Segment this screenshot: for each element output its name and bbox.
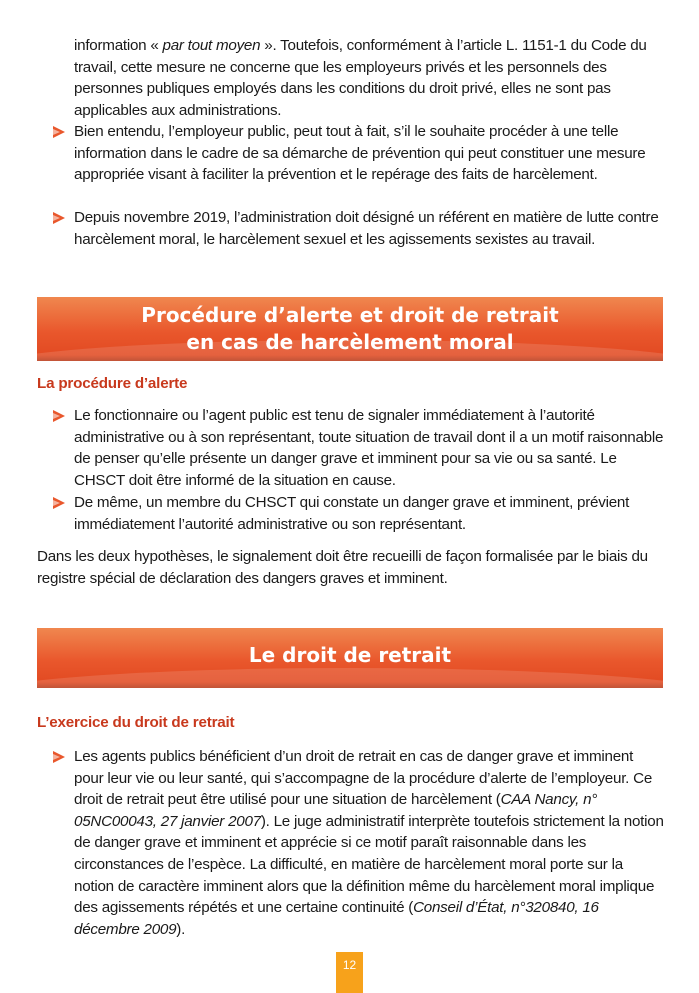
retrait-citation-caa: CAA Nancy, n° 05NC00043, 27 janvier 2007 [74, 791, 598, 830]
intro-text-b: ». Toutefois, conformément à l’article L. 1151-1 du Code du travail, cette mesure ne concerne que les employeurs privés et les personnels des personnes publiques employés dans les conditions du droit privé, elles ne sont pas applicables aux administrations. [74, 37, 647, 119]
retrait-bullet [74, 746, 666, 940]
subheading-exercice-droit-retrait: L’exercice du droit de retrait [37, 714, 235, 731]
arrow-bullet-icon [52, 409, 66, 423]
subheading-procedure-alerte: La procédure d’alerte [37, 375, 188, 392]
intro-bullet-2 [74, 207, 664, 250]
arrow-bullet-icon [52, 125, 66, 139]
banner-title-line1: Procédure d’alerte et droit de retrait [141, 303, 559, 327]
retrait-text-b: ). Le juge administratif interprète toutefois strictement la notion de danger grave et imminent et apprécie si ce motif paraît raisonnable dans les circonstances de l’espèce. La difficulté, en matière de harcèlement moral porte sur la notion de caractère imminent alors que la définition même du harcèlement moral implique des agissements répétés et une certaine continuité ( [74, 812, 664, 917]
retrait-text-c: ). [176, 920, 186, 938]
alerte-bullet-1 [74, 405, 664, 491]
intro-bullet-1-text: Bien entendu, l’employeur public, peut tout à fait, s’il le souhaite procéder à une telle information dans le cadre de sa démarche de prévention qui peut constituer une mesure appropriée visant à faciliter la prévention et le repérage des faits de harcèlement. [74, 123, 646, 184]
banner-shadow [37, 682, 663, 688]
intro-bullet-2-text: Depuis novembre 2019, l’administration doit désigné un référent en matière de lutte contre harcèlement moral, le harcèlement sexuel et les agissements sexistes au travail. [74, 209, 659, 248]
arrow-bullet-icon [52, 211, 66, 225]
alerte-bullet-1-text: Le fonctionnaire ou l’agent public est tenu de signaler immédiatement à l’autorité administrative ou à son représentant, toute situation de travail dont il a un motif raisonnable de penser qu’elle présente un danger grave et imminent pour sa vie ou sa santé. Le CHSCT doit être informé de la situation en cause. [74, 407, 664, 489]
intro-italic-text: par tout moyen [162, 37, 261, 54]
arrow-bullet-icon [52, 496, 66, 510]
intro-text-a: information « [74, 37, 163, 54]
banner-title-line2: en cas de harcèlement moral [186, 330, 514, 354]
arrow-bullet-icon [52, 750, 66, 764]
alerte-bullet-2 [74, 492, 664, 535]
retrait-text-a: Les agents publics bénéficient d’un droit de retrait en cas de danger grave et imminent pour leur vie ou leur santé, qui s’accompagne de la procédure d’alerte de l’employeur. Ce droit de retrait peut être utilisé pour une situation de harcèlement ( [74, 748, 653, 809]
retrait-citation-conseil-etat: Conseil d’État, n°320840, 16 décembre 2009 [74, 899, 599, 938]
alerte-bullet-2-text: De même, un membre du CHSCT qui constate un danger grave et imminent, prévient immédiatement l’autorité administrative ou son représentant. [74, 494, 630, 533]
banner-title-droit-retrait: Le droit de retrait [248, 643, 452, 667]
section-banner-droit-retrait [37, 628, 663, 688]
section-banner-alerte [37, 297, 663, 361]
alerte-paragraph: Dans les deux hypothèses, le signalement doit être recueilli de façon formalisée par le biais du registre spécial de déclaration des dangers graves et imminent. [37, 548, 648, 587]
page-number-badge: 12 [336, 952, 363, 993]
intro-bullet-1 [74, 121, 664, 186]
intro-paragraph [74, 35, 674, 121]
